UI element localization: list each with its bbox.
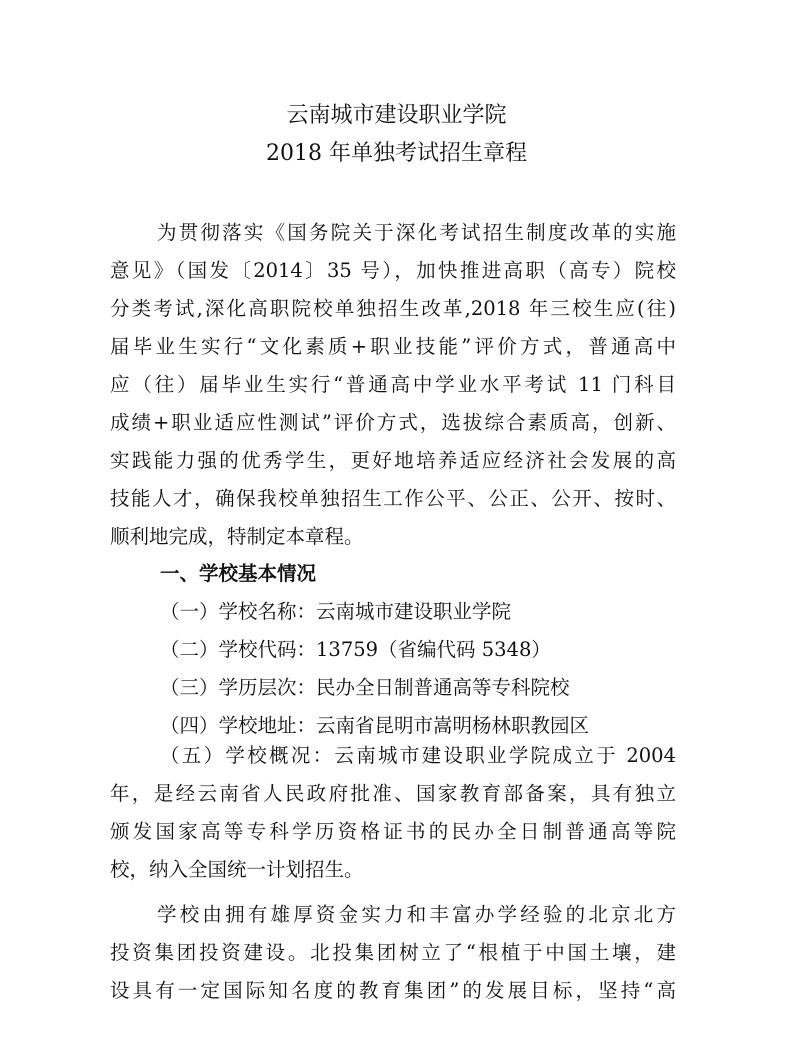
intro-line: 应（往）届毕业生实行“普通高中学业水平考试 11 门科目: [110, 373, 676, 396]
document-title-line1: 云南城市建设职业学院: [286, 103, 507, 128]
intro-line: 顺利地完成，特制定本章程。: [110, 525, 364, 548]
overview-line: 颁发国家高等专科学历资格证书的民办全日制普通高等院: [110, 820, 676, 843]
group-line: 投资集团投资建设。北投集团树立了“根植于中国土壤，建: [110, 941, 676, 964]
school-info-item: （三）学历层次：民办全日制普通高等专科院校: [160, 676, 570, 699]
group-line: 设具有一定国际知名度的教育集团”的发展目标，坚持“高: [110, 979, 676, 1002]
overview-line: （五）学校概况：云南城市建设职业学院成立于 2004: [160, 744, 676, 767]
intro-line: 意见》（国发〔2014〕35 号），加快推进高职（高专）院校: [110, 259, 676, 282]
overview-line: 校，纳入全国统一计划招生。: [110, 858, 364, 881]
school-info-item: （四）学校地址：云南省昆明市嵩明杨林职教园区: [160, 714, 590, 737]
intro-line: 成绩+职业适应性测试”评价方式，选拔综合素质高，创新、: [110, 411, 676, 434]
intro-line: 实践能力强的优秀学生，更好地培养适应经济社会发展的高: [110, 449, 676, 472]
intro-line: 为贯彻落实《国务院关于深化考试招生制度改革的实施: [157, 221, 676, 244]
overview-line: 年，是经云南省人民政府批准、国家教育部备案，具有独立: [110, 782, 676, 805]
intro-line: 届毕业生实行“文化素质+职业技能”评价方式，普通高中: [110, 335, 676, 358]
intro-line: 分类考试,深化高职院校单独招生改革,2018 年三校生应(往): [110, 297, 676, 320]
school-info-item: （二）学校代码：13759（省编代码 5348）: [160, 638, 551, 661]
document-title-line2: 2018 年单独考试招生章程: [266, 141, 527, 166]
school-info-item: （一）学校名称：云南城市建设职业学院: [160, 600, 512, 623]
section-heading: 一、学校基本情况: [160, 562, 317, 585]
group-line: 学校由拥有雄厚资金实力和丰富办学经验的北京北方: [157, 903, 676, 926]
intro-line: 技能人才，确保我校单独招生工作公平、公正、公开、按时、: [110, 487, 676, 510]
